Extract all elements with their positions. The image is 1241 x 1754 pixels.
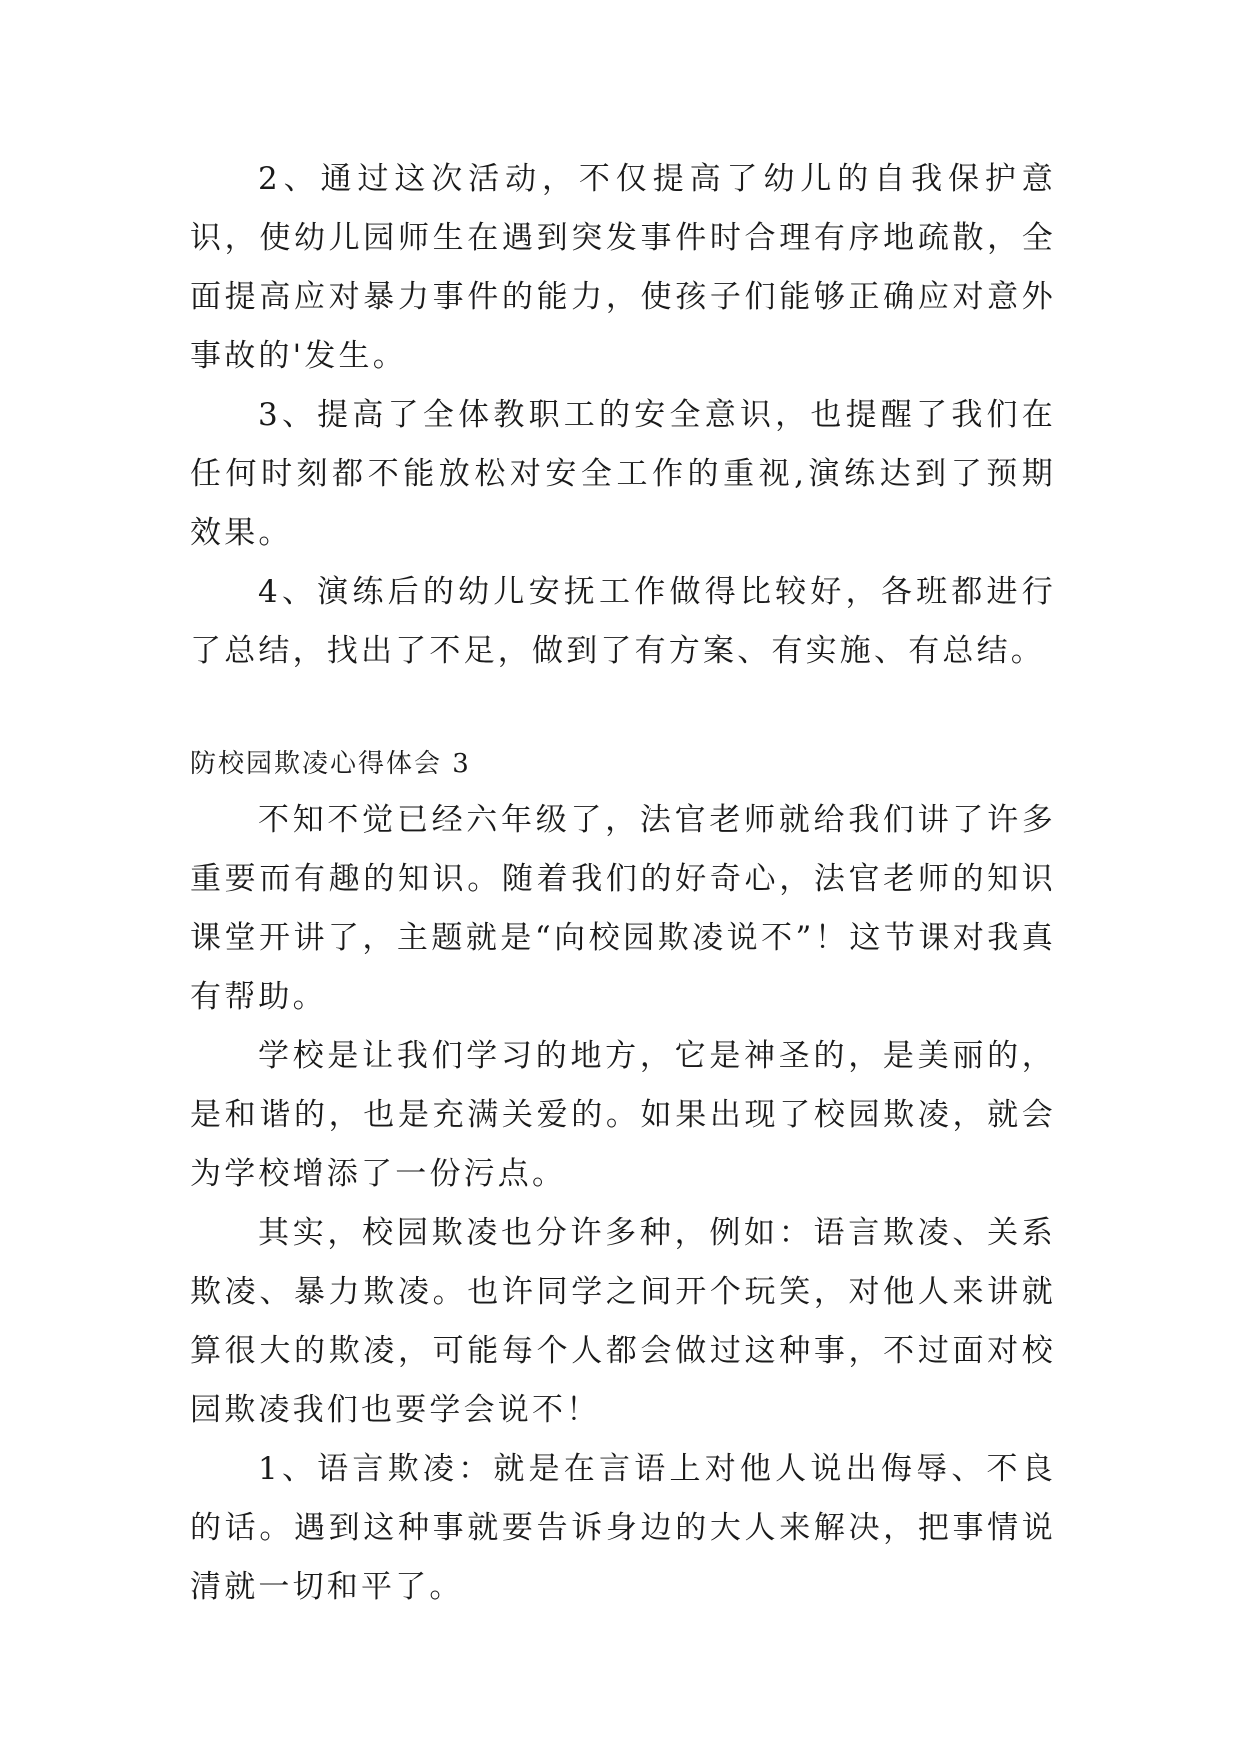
paragraph-item-4: 4、演练后的幼儿安抚工作做得比较好，各班都进行了总结，找出了不足，做到了有方案、有实施、有总结。 (190, 574, 1056, 669)
section-heading: 防校园欺凌心得体会 3 (190, 749, 471, 779)
paragraph-verbal-bullying: 1、语言欺凌：就是在言语上对他人说出侮辱、不良的话。遇到这种事就要告诉身边的大人来解决，把事情说清就一切和平了。 (190, 1451, 1056, 1605)
section-spacer (190, 681, 1056, 737)
paragraph-item-3: 3、提高了全体教职工的安全意识，也提醒了我们在任何时刻都不能放松对安全工作的重视,演练达到了预期效果。 (190, 397, 1056, 551)
paragraph-intro: 不知不觉已经六年级了，法官老师就给我们讲了许多重要而有趣的知识。随着我们的好奇心，法官老师的知识课堂开讲了，主题就是“向校园欺凌说不”！这节课对我真有帮助。 (190, 802, 1056, 1015)
paragraph-item-2: 2、通过这次活动，不仅提高了幼儿的自我保护意识，使幼儿园师生在遇到突发事件时合理有序地疏散，全面提高应对暴力事件的能力，使孩子们能够正确应对意外事故的'发生。 (190, 161, 1056, 374)
paragraph-school: 学校是让我们学习的地方，它是神圣的，是美丽的，是和谐的，也是充满关爱的。如果出现了校园欺凌，就会为学校增添了一份污点。 (190, 1038, 1056, 1192)
document-page (190, 150, 1056, 1617)
paragraph-bullying-types: 其实，校园欺凌也分许多种，例如：语言欺凌、关系欺凌、暴力欺凌。也许同学之间开个玩笑，对他人来讲就算很大的欺凌，可能每个人都会做过这种事，不过面对校园欺凌我们也要学会说不！ (190, 1215, 1056, 1428)
